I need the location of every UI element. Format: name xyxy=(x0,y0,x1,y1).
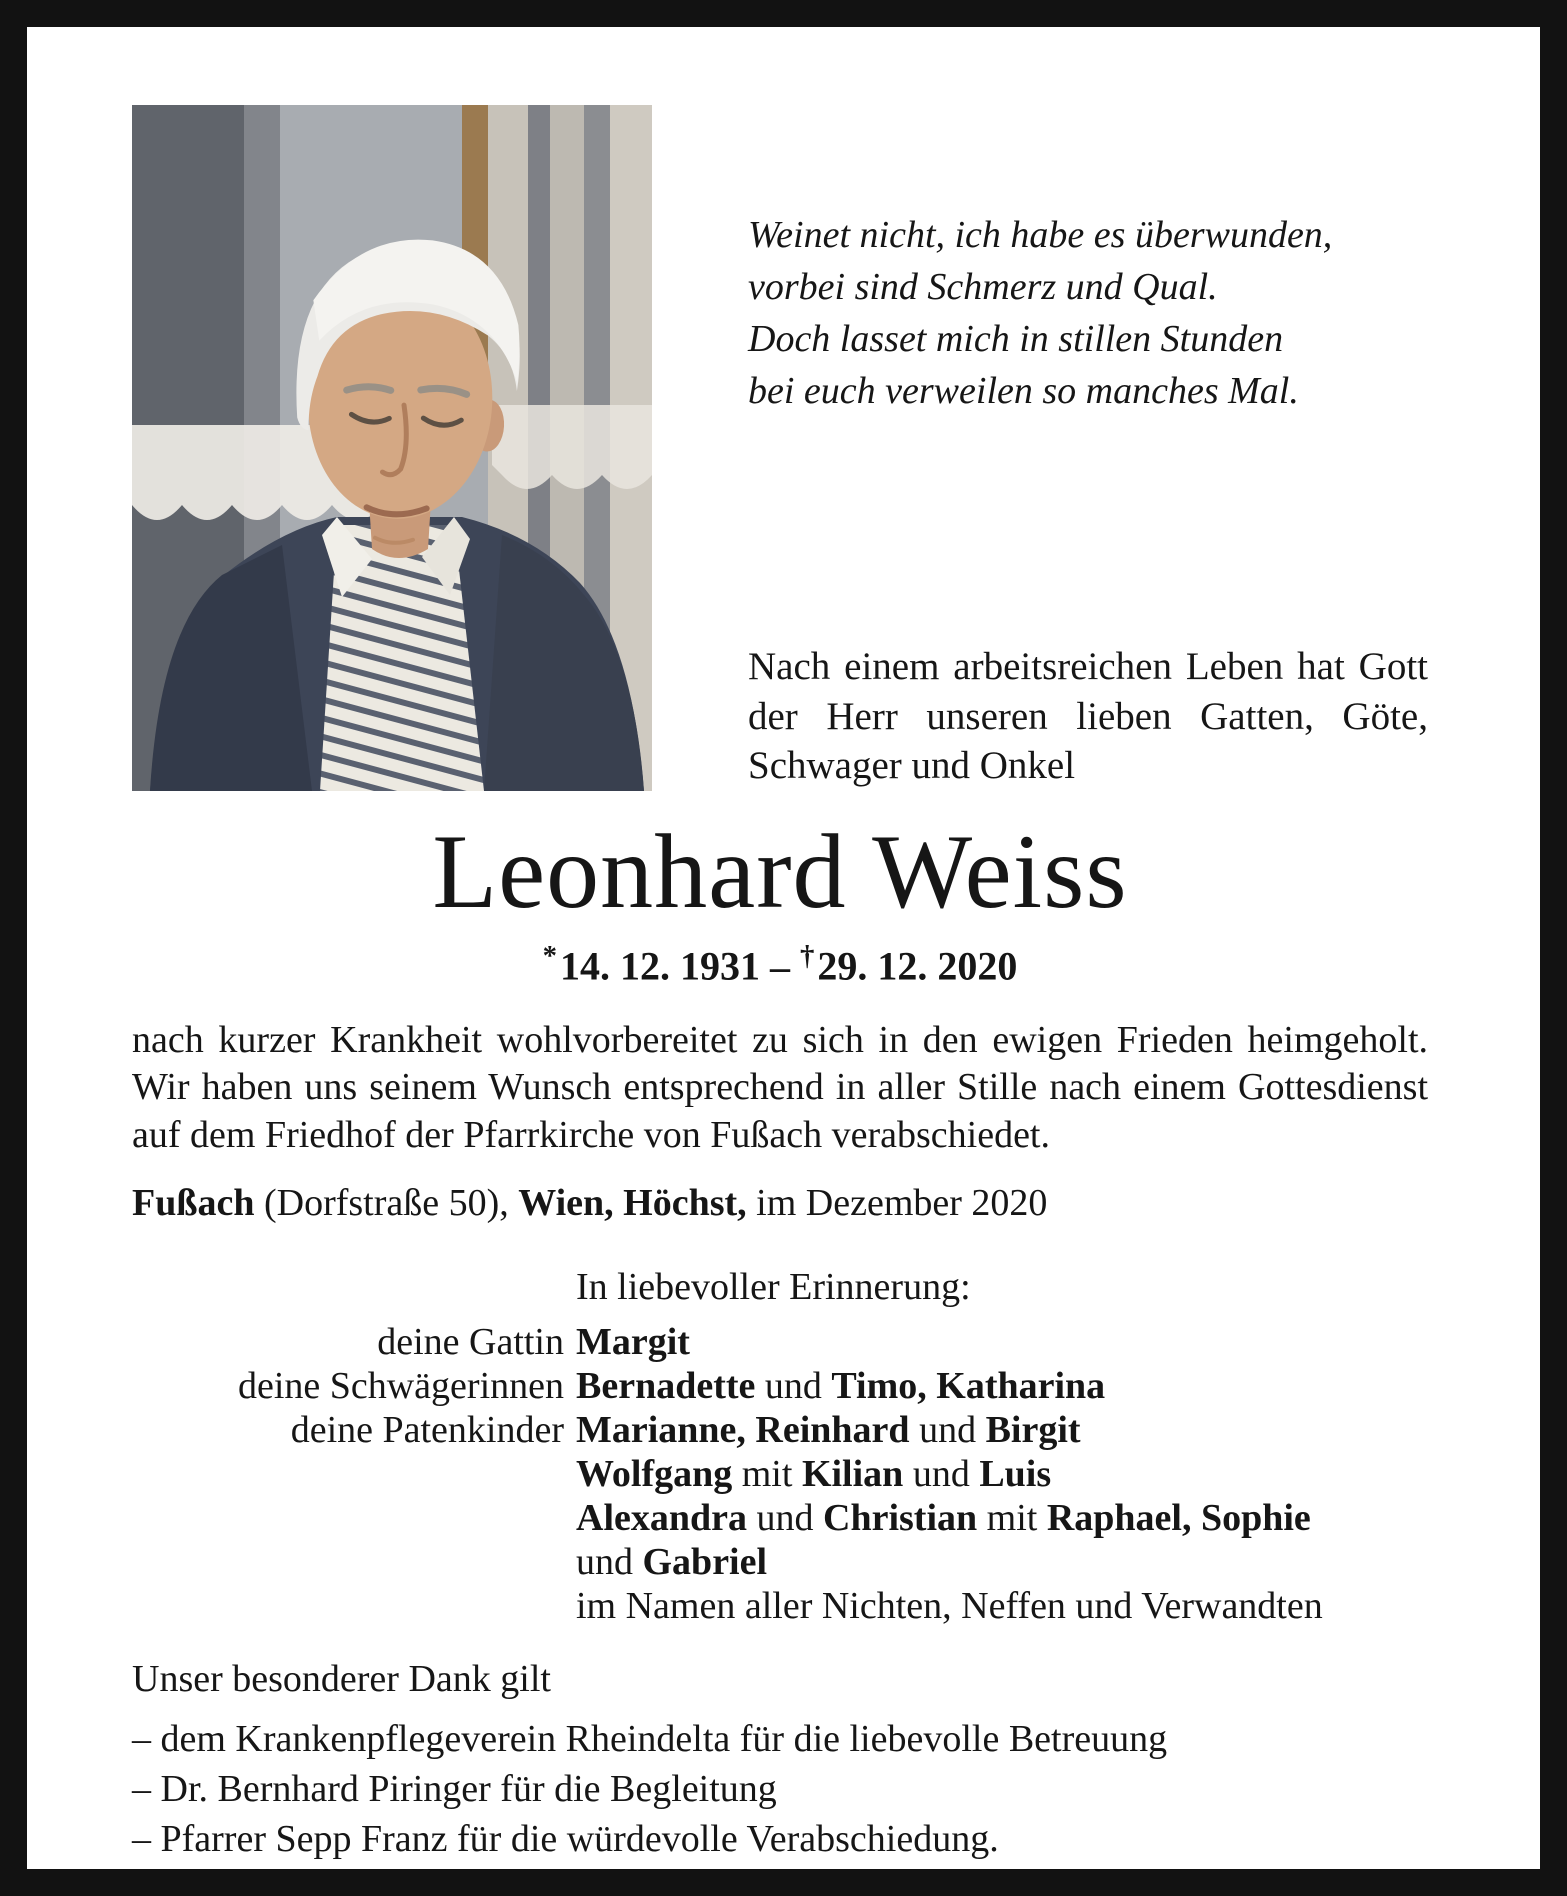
name-highlight: Gabriel xyxy=(642,1541,768,1584)
thanks-item: – Dr. Bernhard Piringer für die Begleitung xyxy=(132,1768,777,1811)
relation-names xyxy=(576,1496,1428,1540)
announcement-text: nach kurzer Krankheit wohlvorbereitet zu sich in den ewigen Frieden heimgeholt. Wir haben uns seinem Wunsch entsprechend in aller Stille nach einem Gottesdienst auf dem Friedhof der Pfarrkirche von Fußach verabschiedet. xyxy=(132,1018,1428,1157)
text-segment: und xyxy=(576,1541,643,1584)
name-highlight: Bernadette xyxy=(576,1365,756,1408)
name-highlight: Alexandra xyxy=(576,1497,747,1540)
text-segment: und xyxy=(755,1365,832,1408)
remembrance-list xyxy=(132,1320,1428,1629)
intro-text: Nach einem arbeitsreichen Leben hat Gott der Herr unseren lieben Gatten, Göte, Schwager und Onkel xyxy=(748,645,1428,788)
poem-line: vorbei sind Schmerz und Qual. xyxy=(748,266,1218,309)
birth-symbol: * xyxy=(542,940,557,973)
relation-names xyxy=(576,1408,1428,1452)
header-text-column xyxy=(748,105,1428,791)
relation-names xyxy=(576,1320,1428,1364)
text-segment: im Dezember 2020 xyxy=(746,1182,1048,1225)
dates-separator: – xyxy=(770,943,790,989)
life-dates xyxy=(132,939,1428,990)
name-highlight: Margit xyxy=(576,1320,690,1363)
relation-names xyxy=(576,1540,1428,1584)
relation-label: deine Gattin xyxy=(377,1320,564,1363)
text-segment: und xyxy=(903,1453,980,1496)
portrait-photo xyxy=(132,105,652,791)
name-highlight: Marianne, Reinhard xyxy=(576,1409,910,1452)
text-segment: und xyxy=(747,1497,823,1540)
text-segment: und xyxy=(909,1409,986,1452)
relation-names xyxy=(576,1452,1428,1496)
relation-label: deine Patenkinder xyxy=(290,1409,564,1452)
memorial-poem xyxy=(748,209,1428,417)
portrait-illustration xyxy=(132,105,652,791)
thanks-item: – dem Krankenpflegeverein Rheindelta für die liebevolle Betreuung xyxy=(132,1718,1168,1761)
death-symbol: † xyxy=(800,940,815,973)
text-segment: (Dorfstraße 50), xyxy=(254,1182,519,1225)
thanks-item: – Pfarrer Sepp Franz für die würdevolle Verabschiedung. xyxy=(132,1818,999,1861)
text-segment: mit xyxy=(732,1453,802,1496)
text-segment: im Namen aller Nichten, Neffen und Verwandten xyxy=(576,1585,1323,1628)
name-highlight: Fußach xyxy=(132,1182,255,1225)
relation-names xyxy=(576,1584,1428,1628)
name-highlight: Christian xyxy=(823,1497,978,1540)
name-highlight: Luis xyxy=(979,1453,1052,1496)
text-segment: mit xyxy=(977,1497,1047,1540)
name-highlight: Wolfgang xyxy=(576,1453,733,1496)
thanks-title: Unser besonderer Dank gilt xyxy=(132,1658,551,1701)
relation-label xyxy=(132,1496,564,1540)
birth-date: 14. 12. 1931 xyxy=(560,943,760,989)
place-date-line xyxy=(132,1180,1428,1228)
name-highlight: Raphael, Sophie xyxy=(1046,1497,1311,1540)
relation-label xyxy=(132,1584,564,1628)
relation-label xyxy=(132,1452,564,1496)
header-section xyxy=(132,105,1428,791)
name-highlight: Birgit xyxy=(985,1409,1081,1452)
remembrance-title: In liebevoller Erinnerung: xyxy=(576,1266,971,1309)
poem-line: Doch lasset mich in stillen Stunden xyxy=(748,318,1284,361)
relation-label: deine Schwägerinnen xyxy=(237,1365,564,1408)
thanks-list xyxy=(132,1716,1428,1864)
name-highlight: Wien, Höchst, xyxy=(518,1182,747,1225)
name-highlight: Kilian xyxy=(801,1453,904,1496)
relation-label xyxy=(132,1540,564,1584)
deceased-name: Leonhard Weiss xyxy=(432,813,1128,930)
death-date: 29. 12. 2020 xyxy=(817,943,1018,989)
name-highlight: Timo, Katharina xyxy=(831,1365,1106,1408)
poem-line: Weinet nicht, ich habe es überwunden, xyxy=(748,214,1333,256)
poem-line: bei euch verweilen so manches Mal. xyxy=(748,370,1299,413)
relation-names xyxy=(576,1364,1428,1408)
